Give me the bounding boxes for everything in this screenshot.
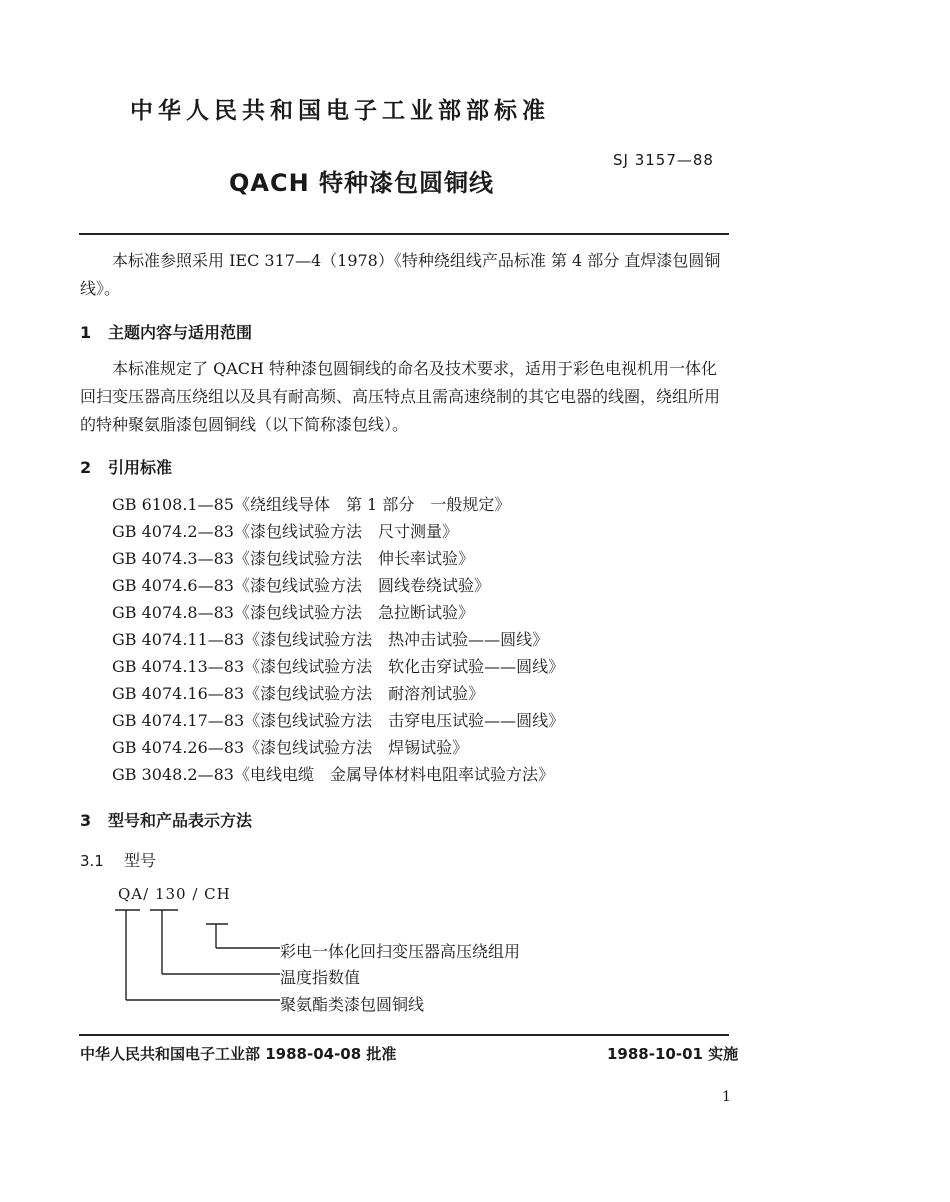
section-1-heading bbox=[80, 320, 252, 343]
reference-item: GB 4074.26—83《漆包线试验方法 焊锡试验》 bbox=[112, 738, 469, 757]
standard-number: SJ 3157—88 bbox=[613, 151, 714, 169]
reference-item: GB 4074.6—83《漆包线试验方法 圆线卷绕试验》 bbox=[112, 576, 490, 595]
reference-item: GB 4074.11—83《漆包线试验方法 热冲击试验——圆线》 bbox=[112, 630, 549, 649]
subsection-3-1-heading bbox=[80, 848, 156, 871]
model-designation-diagram bbox=[110, 908, 290, 1008]
reference-item: GB 4074.13—83《漆包线试验方法 软化击穿试验——圆线》 bbox=[112, 657, 565, 676]
header-divider bbox=[79, 233, 729, 235]
section-3-heading bbox=[80, 808, 252, 831]
reference-item: GB 6108.1—85《绕组线导体 第 1 部分 一般规定》 bbox=[112, 495, 511, 514]
intro-paragraph: 本标准参照采用 IEC 317—4（1978）《特种绕组线产品标准 第 4 部分 直焊漆包圆铜线》。 bbox=[80, 251, 721, 298]
legend-qa: 聚氨酯类漆包圆铜线 bbox=[280, 995, 425, 1014]
reference-item: GB 3048.2—83《电线电缆 金属导体材料电阻率试验方法》 bbox=[112, 765, 554, 784]
page-number: 1 bbox=[722, 1089, 731, 1105]
reference-item: GB 4074.3—83《漆包线试验方法 伸长率试验》 bbox=[112, 549, 474, 568]
legend-ch: 彩电一体化回扫变压器高压绕组用 bbox=[280, 942, 521, 961]
legend-130: 温度指数值 bbox=[280, 968, 361, 987]
reference-list bbox=[112, 491, 564, 788]
section-1-title: 主题内容与适用范围 bbox=[108, 323, 253, 342]
approval-line: 中华人民共和国电子工业部 1988-04-08 批准 bbox=[80, 1045, 397, 1063]
issuing-organization: 中华人民共和国电子工业部部标准 bbox=[130, 98, 550, 124]
section-2-number: 2 bbox=[80, 458, 92, 477]
model-code: QA/ 130 / CH bbox=[118, 885, 231, 903]
section-3-title: 型号和产品表示方法 bbox=[108, 811, 253, 830]
section-2-title: 引用标准 bbox=[108, 458, 173, 477]
footer-divider bbox=[79, 1034, 729, 1036]
section-1-number: 1 bbox=[80, 323, 92, 342]
section-2-heading bbox=[80, 455, 172, 478]
subsection-3-1-title: 型号 bbox=[124, 851, 157, 870]
subsection-3-1-number: 3.1 bbox=[80, 852, 104, 870]
reference-item: GB 4074.2—83《漆包线试验方法 尺寸测量》 bbox=[112, 522, 458, 541]
section-1-body: 本标准规定了 QACH 特种漆包圆铜线的命名及技术要求，适用于彩色电视机用一体化回扫变压器高压绕组以及具有耐高频、高压特点且需高速绕制的其它电器的线圈，绕组所用的特种聚氨脂漆包圆铜线（以下简称漆包线）。 bbox=[80, 359, 721, 434]
reference-item: GB 4074.16—83《漆包线试验方法 耐溶剂试验》 bbox=[112, 684, 485, 703]
section-3-number: 3 bbox=[80, 811, 92, 830]
effective-date: 1988-10-01 实施 bbox=[607, 1045, 739, 1063]
reference-item: GB 4074.8—83《漆包线试验方法 急拉断试验》 bbox=[112, 603, 474, 622]
reference-item: GB 4074.17—83《漆包线试验方法 击穿电压试验——圆线》 bbox=[112, 711, 565, 730]
document-title: QACH 特种漆包圆铜线 bbox=[229, 169, 495, 197]
